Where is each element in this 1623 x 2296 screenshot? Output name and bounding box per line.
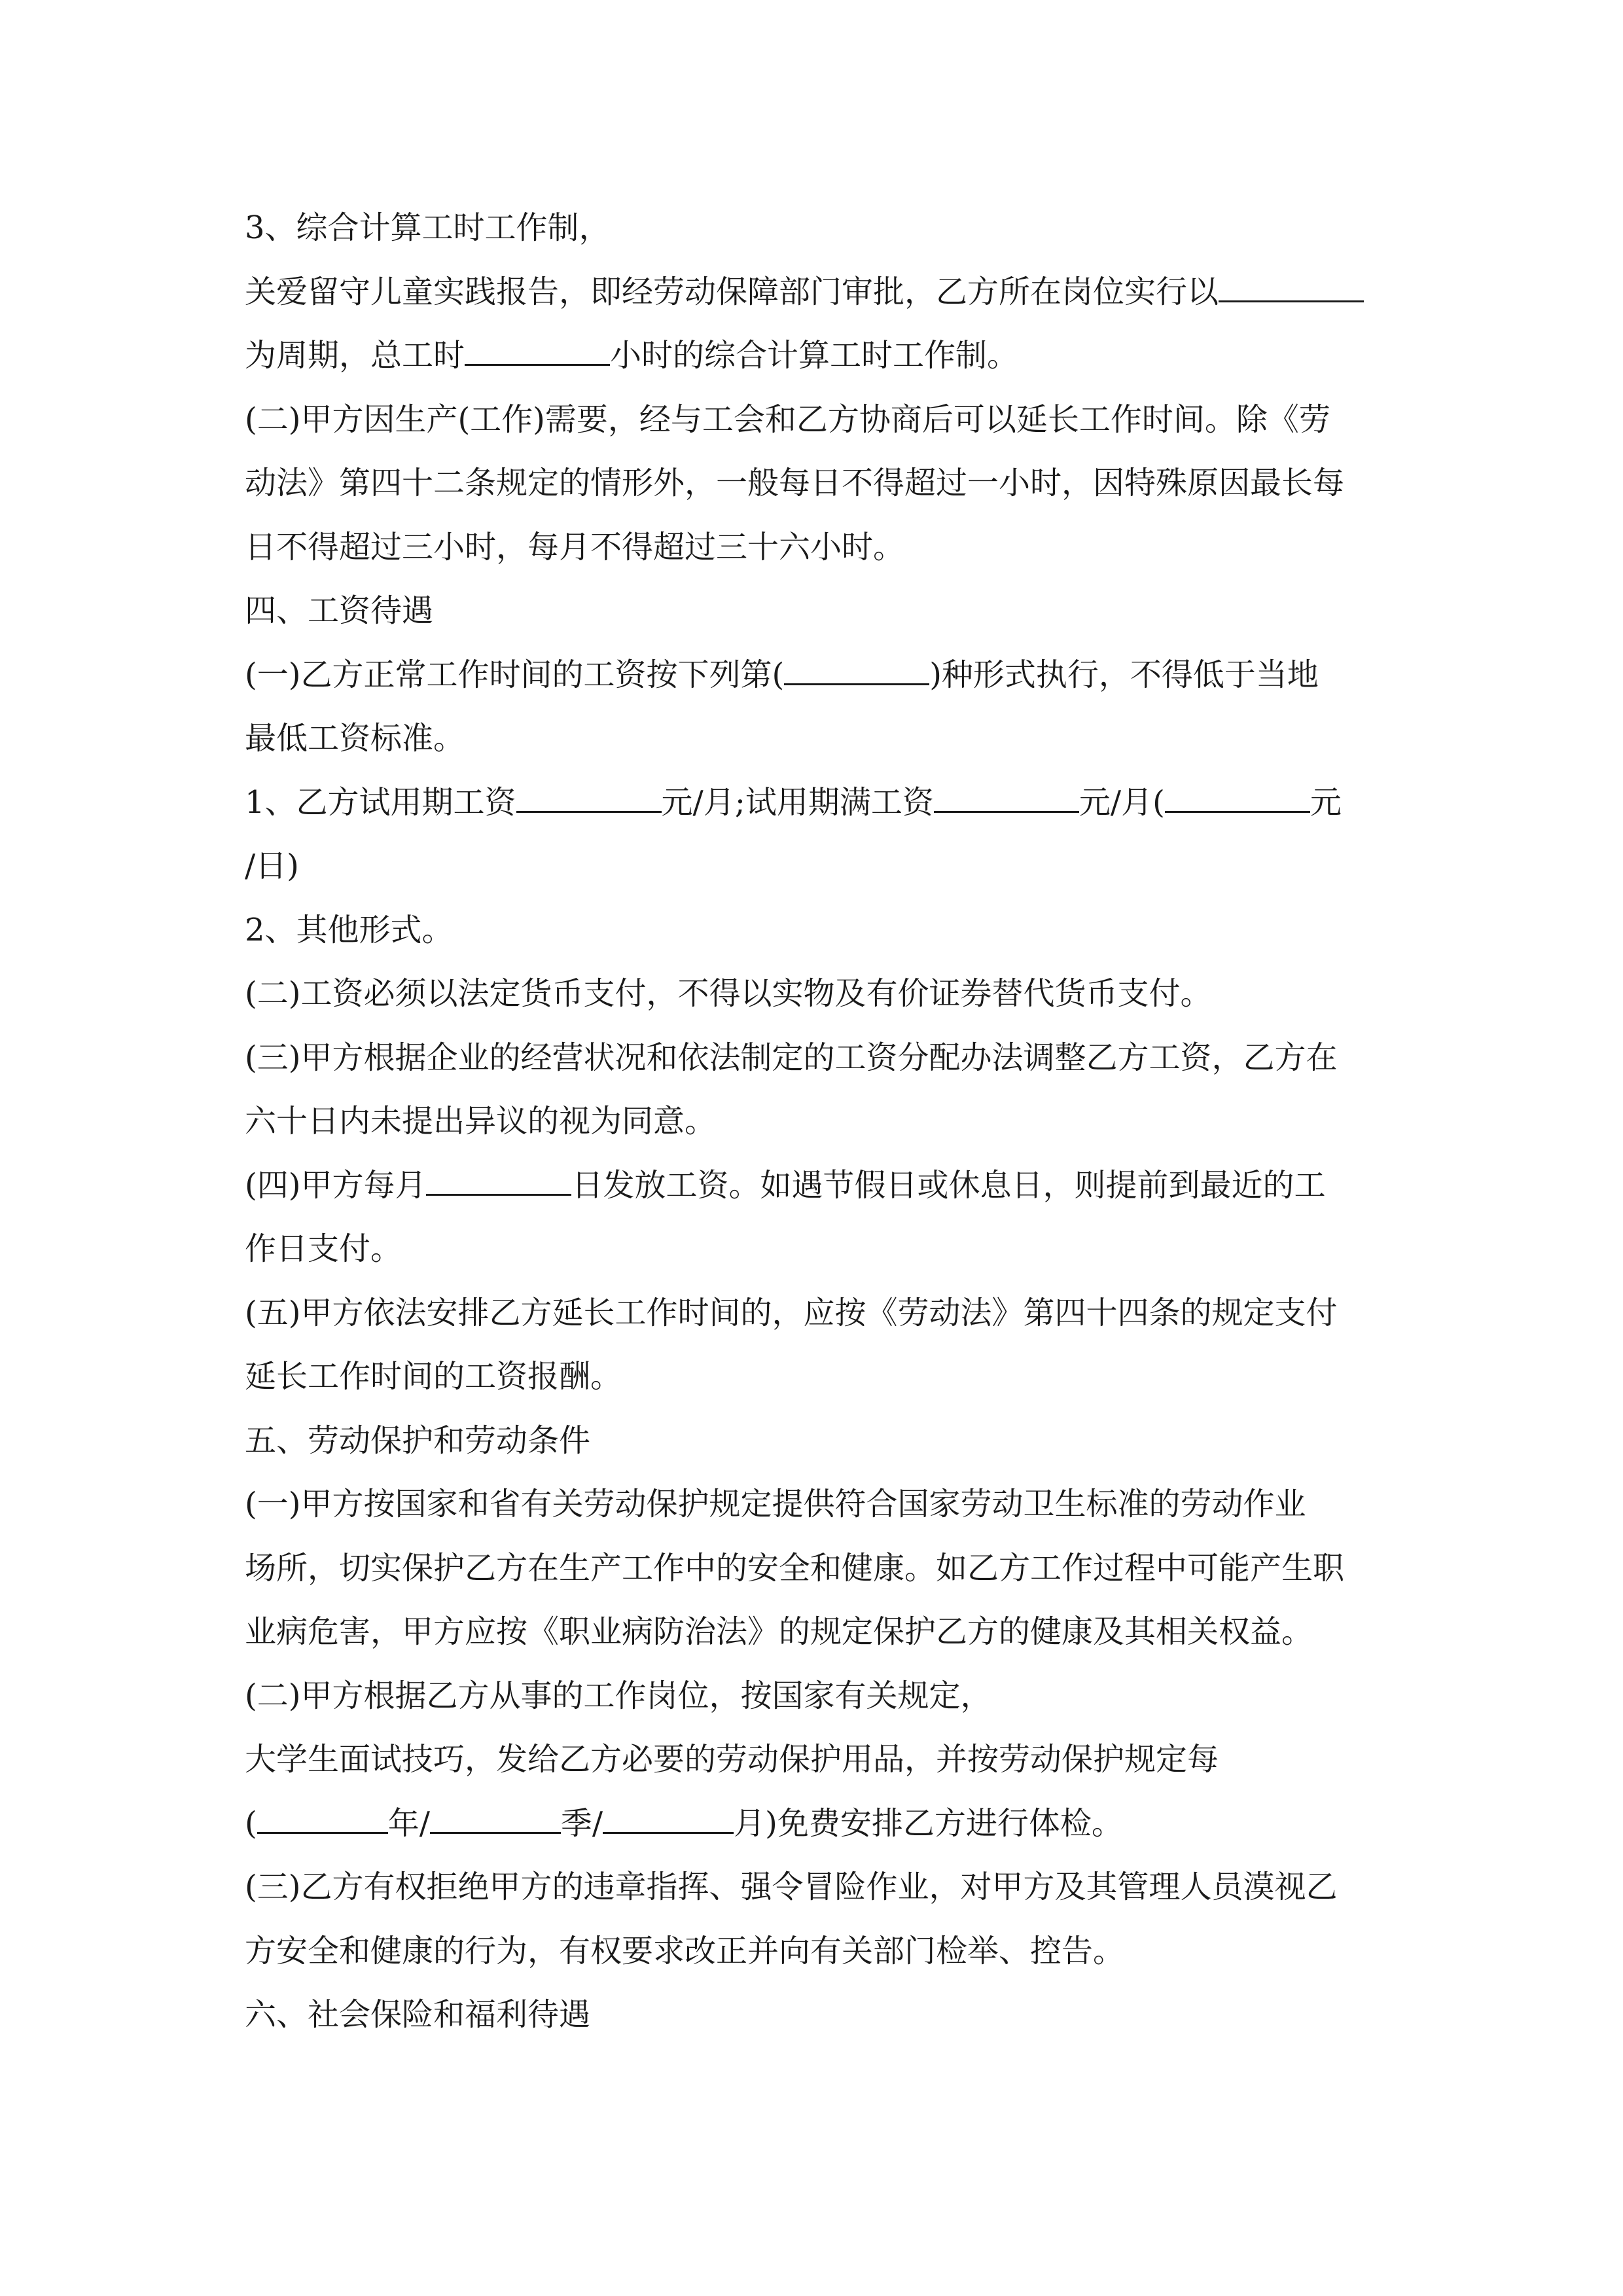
contract-body xyxy=(245,196,1380,2047)
fill-blank[interactable] xyxy=(465,338,610,366)
line-4: (二)甲方因生产(工作)需要，经与工会和乙方协商后可以延长工作时间。除《劳 xyxy=(245,401,1330,438)
line-27: (三)乙方有权拒绝甲方的违章指挥、强令冒险作业，对甲方及其管理人员漠视乙 xyxy=(245,1869,1338,1905)
section-heading-labor-protection: 五、劳动保护和劳动条件 xyxy=(245,1422,591,1459)
line-26: ( 年/ 季/ 月)免费安排乙方进行体检。 xyxy=(245,1804,1123,1842)
line-19: 延长工作时间的工资报酬。 xyxy=(245,1358,622,1395)
line-22: 场所，切实保护乙方在生产工作中的安全和健康。如乙方工作过程中可能产生职 xyxy=(245,1549,1345,1587)
fill-blank[interactable] xyxy=(426,1168,571,1196)
fill-blank[interactable] xyxy=(516,785,662,813)
line-15: 六十日内未提出异议的视为同意。 xyxy=(245,1103,717,1139)
fill-blank[interactable] xyxy=(784,657,929,685)
line-25: 大学生面试技巧，发给乙方必要的劳动保护用品，并按劳动保护规定每 xyxy=(245,1741,1219,1778)
line-13: (二)工资必须以法定货币支付，不得以实物及有价证券替代货币支付。 xyxy=(245,975,1212,1012)
line-28: 方安全和健康的行为，有权要求改正并向有关部门检举、控告。 xyxy=(245,1932,1125,1969)
line-8: (一)乙方正常工作时间的工资按下列第( )种形式执行，不得低于当地 xyxy=(245,656,1319,693)
line-11: /日) xyxy=(245,848,299,884)
line-9: 最低工资标准。 xyxy=(245,720,465,757)
fill-blank[interactable] xyxy=(1165,785,1310,813)
section-heading-wages: 四、工资待遇 xyxy=(245,592,434,629)
line-24: (二)甲方根据乙方从事的工作岗位，按国家有关规定， xyxy=(245,1677,992,1714)
line-10: 1、乙方试用期工资 元/月;试用期满工资 元/月( 元 xyxy=(245,783,1342,821)
line-1: 3、综合计算工时工作制， xyxy=(245,209,611,246)
line-3: 为周期，总工时 小时的综合计算工时工作制。 xyxy=(245,337,1019,374)
line-18: (五)甲方依法安排乙方延长工作时间的，应按《劳动法》第四十四条的规定支付 xyxy=(245,1294,1338,1331)
line-6: 日不得超过三小时，每月不得超过三十六小时。 xyxy=(245,528,905,565)
fill-blank[interactable] xyxy=(1219,274,1364,302)
line-2: 关爱留守儿童实践报告，即经劳动保障部门审批，乙方所在岗位实行以 xyxy=(245,260,1380,325)
fill-blank[interactable] xyxy=(430,1806,561,1834)
fill-blank[interactable] xyxy=(934,785,1079,813)
line-16: (四)甲方每月 日发放工资。如遇节假日或休息日，则提前到最近的工 xyxy=(245,1166,1326,1204)
line-5: 动法》第四十二条规定的情形外，一般每日不得超过一小时，因特殊原因最长每 xyxy=(245,465,1345,501)
fill-blank[interactable] xyxy=(603,1806,734,1834)
line-12: 2、其他形式。 xyxy=(245,911,454,948)
line-17: 作日支付。 xyxy=(245,1230,402,1267)
line-21: (一)甲方按国家和省有关劳动保护规定提供符合国家劳动卫生标准的劳动作业 xyxy=(245,1486,1306,1522)
line-23: 业病危害，甲方应按《职业病防治法》的规定保护乙方的健康及其相关权益。 xyxy=(245,1613,1313,1650)
line-14: (三)甲方根据企业的经营状况和依法制定的工资分配办法调整乙方工资，乙方在 xyxy=(245,1039,1338,1076)
fill-blank[interactable] xyxy=(257,1806,388,1834)
section-heading-social-insurance: 六、社会保险和福利待遇 xyxy=(245,1996,591,2033)
